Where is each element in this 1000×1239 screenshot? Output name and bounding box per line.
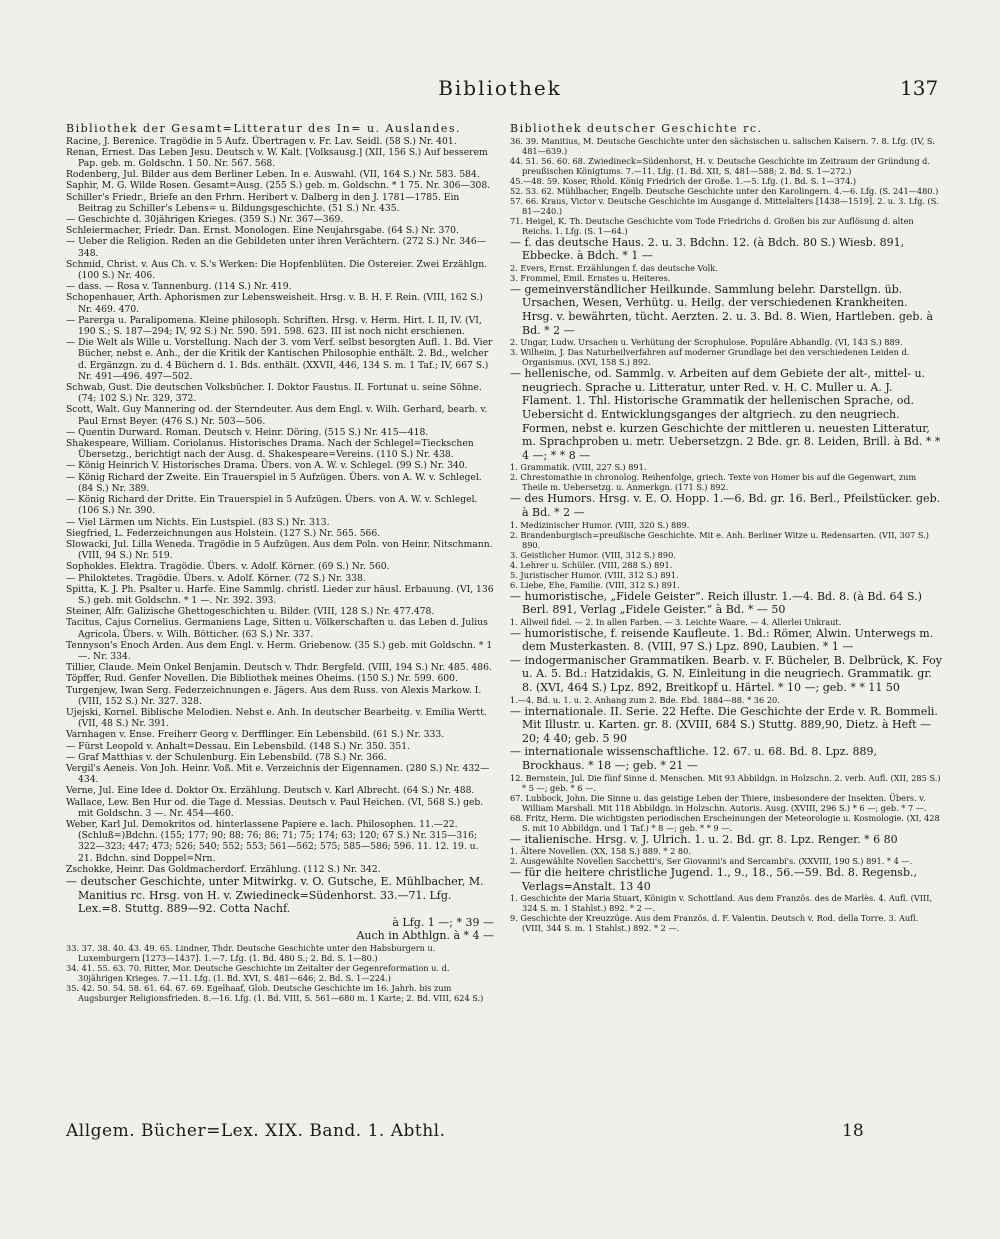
entry: — Geschichte d. 30jährigen Krieges. (359 S.) Nr. 367—369. xyxy=(66,214,344,226)
entry: 1.—4. Bd. u. 1. u. 2. Anhang zum 2. Bde. Ebd. 1884—88. * 36 20. xyxy=(510,694,780,705)
entry: 5. Juristischer Humor. (VIII, 312 S.) 891. xyxy=(510,569,679,580)
entry: 2. Ausgewählte Novellen Sacchetti's, Ser Giovanni's and Sercambi's. (XXVIII, 190 S.) 891. * 4 —. xyxy=(510,856,913,867)
entry: 2. Evers, Ernst. Erzählungen f. das deutsche Volk. xyxy=(510,262,718,273)
entry: 1. Ältere Novellen. (XX, 158 S.) 889. * 2 80. xyxy=(510,846,691,857)
entry: — deutscher Geschichte, unter Mitwirkg. v. O. Gutsche, E. Mühlbacher, M. Manitius rc. Hrsg. von H. v. Zwiedineck=Südenhorst. 33.—71. Lfg. Lex.=8. Stuttg. 889—92. Cotta Nachf. xyxy=(66,875,484,916)
entry: 1. Geschichte der Maria Stuart, Königin v. Schottland. Aus dem Französ. des de Marlès. 4. Aufl. (VIII, 324 S. m. 1 Stahlst.) 892. * 2 —. xyxy=(510,893,933,914)
entry: — für die heitere christliche Jugend. 1., 9., 18., 56.—59. Bd. 8. Regensb., Verlags=Anstalt. 13 40 xyxy=(510,866,917,893)
entry: Saphir, M. G. Wilde Rosen. Gesamt=Ausg. (255 S.) geb. m. Goldschn. * 1 75. Nr. 306—308. xyxy=(66,180,491,192)
entry: Tillier, Claude. Mein Onkel Benjamin. Deutsch v. Thdr. Bergfeld. (VIII, 194 S.) Nr. 485. 486. xyxy=(66,662,492,674)
entry: Wallace, Lew. Ben Hur od. die Tage d. Messias. Deutsch v. Paul Heichen. (VI, 568 S.) geb. mit Goldschn. 3 —. Nr. 454—460. xyxy=(66,796,484,819)
footer-sheet-number: 18 xyxy=(842,1121,864,1141)
entry: — Ueber die Religion. Reden an die Gebildeten unter ihren Verächtern. (272 S.) Nr. 346—348. xyxy=(66,236,486,259)
entry: Schleiermacher, Friedr. Dan. Ernst. Monologen. Eine Neujahrsgabe. (64 S.) Nr. 370. xyxy=(66,225,459,237)
entry: 44. 51. 56. 60. 68. Zwiedineck=Südenhorst, H. v. Deutsche Geschichte im Zeitraum der Gründung d. preußischen Königtums. 7.—11. Lfg. (1. Bd. XII, S. 481—588; 2. Bd. S. 1—272.) xyxy=(510,155,931,176)
entry: — Viel Lärmen um Nichts. Ein Lustspiel. (83 S.) Nr. 313. xyxy=(66,516,330,528)
entry: Schopenhauer, Arth. Aphorismen zur Lebensweisheit. Hrsg. v. B. H. F. Rein. (VIII, 162 S.) Nr. 469. 470. xyxy=(66,292,483,315)
entry: Weber, Karl Jul. Demokritos od. hinterlassene Papiere e. lach. Philosophen. 11.—22. (Schluß=)Bdchn. (155; 177; 90; 88; 76; 86; 71; 75; 174; 63; 120; 67 S.) Nr. 315—316; 322—323; 447; 473; 526; 540; 552; 553; 561—562; 575; 585—586; 596. 11. 12. 19. u. 21. Bdchn. sind Doppel=Nrn. xyxy=(66,818,479,864)
running-title: Bibliothek xyxy=(438,76,562,100)
entry: 35. 42. 50. 54. 58. 61. 64. 67. 69. Egelhaaf, Glob. Deutsche Geschichte im 16. Jahrh. bis zum Augsburger Religionsfrieden. 8.—16. Lfg. (1. Bd. VIII, S. 561—680 m. 1 Karte; 2. Bd. VIII, 624 S.) xyxy=(66,982,484,1003)
entry: 4. Lehrer u. Schüler. (VIII, 288 S.) 891. xyxy=(510,559,673,570)
entry: — Fürst Leopold v. Anhalt=Dessau. Ein Lebensbild. (148 S.) Nr. 350. 351. xyxy=(66,740,411,752)
entry: — Philoktetes. Tragödie. Übers. v. Adolf. Körner. (72 S.) Nr. 338. xyxy=(66,572,366,584)
entry: Shakespeare, William. Coriolanus. Historisches Drama. Nach der Schlegel=Tieckschen Übersetzg., berichtigt nach der Ausg. d. Shakespeare=Vereins. (110 S.) Nr. 438. xyxy=(66,438,474,461)
entry: — internationale wissenschaftliche. 12. 67. u. 68. Bd. 8. Lpz. 889, Brockhaus. * 18 —; geb. * 21 — xyxy=(510,745,877,773)
entry: — Parerga u. Paralipomena. Kleine philosoph. Schriften. Hrsg. v. Herm. Hirt. I. II, IV. (VI, 190 S.; S. 187—294; IV, 92 S.) Nr. 590. 591. 598. 623. III ist noch nicht erschienen. xyxy=(66,314,482,338)
entry: — dass. — Rosa v. Tannenburg. (114 S.) Nr. 419. xyxy=(66,281,292,293)
entry: — hellenische, od. Sammlg. v. Arbeiten auf dem Gebiete der alt-, mittel- u. neugriech. Sprache u. Litteratur, unter Red. v. H. C. Muller u. A. J. Flament. 1. Thl. Historische Grammatik der hellenischen Sprache, od. Uebersicht d. Entwicklungsganges der altgriech. zu den neugriech. Formen, nebst e. kurzen Geschichte der mittleren u. neuesten Litteratur, m. Sprachproben u. metr. Uebersetzgn. 2 Bde. gr. 8. Leiden, Brill. à Bd. * * 4 —; * * 8 — xyxy=(510,367,941,462)
entry: Slowacki, Jul. Lilla Weneda. Tragödie in 5 Aufzügen. Aus dem Poln. von Heinr. Nitschmann. (VIII, 94 S.) Nr. 519. xyxy=(66,538,493,562)
entry: 33. 37. 38. 40. 43. 49. 65. Lindner, Thdr. Deutsche Geschichte unter den Habsburgern u. Luxemburgern [1273—1437]. 1.—7. Lfg. (1. Bd. 480 S.; 2. Bd. S. 1—80.) xyxy=(66,942,436,963)
entry: Racine, J. Berenice. Tragödie in 5 Aufz. Übertragen v. Fr. Lav. Seidl. (58 S.) Nr. 401. xyxy=(66,135,457,147)
entry: 3. Frommel, Emil. Ernstes u. Heiteres. xyxy=(510,272,671,283)
entry: 12. Bernstein, Jul. Die fünf Sinne d. Menschen. Mit 93 Abbildgn. in Holzschn. 2. verb. Aufl. (XII, 285 S.) * 5 —; geb. * 6 —. xyxy=(510,772,941,793)
entry: Bibliothek der Gesamt=Litteratur des In= u. Auslandes. xyxy=(66,122,462,135)
entry: Turgenjew, Iwan Serg. Federzeichnungen e. Jägers. Aus dem Russ. von Alexis Markow. I. (VIII, 152 S.) Nr. 327. 328. xyxy=(66,684,482,707)
entry: — König Richard der Dritte. Ein Trauerspiel in 5 Aufzügen. Übers. von A. W. v. Schlegel. (106 S.) Nr. 390. xyxy=(66,494,478,517)
entry: Renan, Ernest. Das Leben Jesu. Deutsch v. W. Kalt. [Volksausg.] (XII, 156 S.) Auf besserem Pap. geb. m. Goldschn. 1 50. Nr. 567. 568. xyxy=(66,146,488,169)
entry: — König Richard der Zweite. Ein Trauerspiel in 5 Aufzügen. Übers. von A. W. v. Schlegel. (84 S.) Nr. 389. xyxy=(66,471,482,494)
entry: 67. Lubbock, John. Die Sinne u. das geistige Leben der Thiere, insbesondere der Insekten. Übers. v. William Marshall. Mit 118 Abbildgn. in Holzschn. Autoris. Ausg. (XVIII, 296 S.) * 6 —; geb. * 7 —. xyxy=(510,792,927,813)
entry: 34. 41. 55. 63. 70. Ritter, Mor. Deutsche Geschichte im Zeitalter der Gegenreformation u. d. 30jährigen Krieges. 7.—11. Lfg. (1. Bd. XVI, S. 481—646; 2. Bd. S. 1—224.) xyxy=(66,962,450,983)
entry: — König Heinrich V. Historisches Drama. Übers. von A. W. v. Schlegel. (99 S.) Nr. 340. xyxy=(66,460,468,472)
entry: 36. 39. Manitius, M. Deutsche Geschichte unter den sächsischen u. salischen Kaisern. 7. 8. Lfg. (IV, S. 481—639.) xyxy=(510,135,935,156)
entry: — italienische. Hrsg. v. J. Ulrich. 1. u. 2. Bd. gr. 8. Lpz. Renger. * 6 80 xyxy=(510,832,898,846)
entry: Verne, Jul. Eine Idee d. Doktor Ox. Erzählung. Deutsch v. Karl Albrecht. (64 S.) Nr. 488. xyxy=(66,785,475,797)
entry: 1. Grammatik. (VIII, 227 S.) 891. xyxy=(510,462,647,473)
entry: Varnhagen v. Ense. Freiherr Georg v. Derfflinger. Ein Lebensbild. (61 S.) Nr. 333. xyxy=(66,729,445,741)
entry: 6. Liebe, Ehe, Familie. (VIII, 312 S.) 891. xyxy=(510,579,680,590)
entry: — Quentin Durward. Roman. Deutsch v. Heinr. Döring. (515 S.) Nr. 415—418. xyxy=(66,426,429,438)
entry: 71. Heigel, K. Th. Deutsche Geschichte vom Tode Friedrichs d. Großen bis zur Auflösung d. alten Reichs. 1. Lfg. (S. 1—64.) xyxy=(510,215,914,236)
footer-signature: Allgem. Bücher=Lex. XIX. Band. 1. Abthl. xyxy=(66,1121,446,1141)
entry: Zschokke, Heinr. Das Goldmacherdorf. Erzählung. (112 S.) Nr. 342. xyxy=(66,863,381,875)
entry: Bibliothek deutscher Geschichte rc. xyxy=(510,122,763,135)
entry: Siegfried, L. Federzeichnungen aus Holstein. (127 S.) Nr. 565. 566. xyxy=(66,527,381,539)
entry: Auch in Abthlgn. à * 4 — xyxy=(356,929,494,943)
entry: — humoristische, f. reisende Kaufleute. 1. Bd.: Römer, Alwin. Unterwegs m. dem Musterkasten. 8. (VIII, 97 S.) Lpz. 890, Laubien. * 1 — xyxy=(510,626,934,654)
entry: Töpffer, Rud. Genfer Novellen. Die Bibliothek meines Oheims. (150 S.) Nr. 599. 600. xyxy=(66,673,458,685)
entry: — indogermanischer Grammatiken. Bearb. v. F. Bücheler, B. Delbrück, K. Foy u. A. 5. Bd.: Hatzidakis, G. N. Einleitung in die neugriech. Grammatik. gr. 8. (XVI, 464 S.) Lpz. 892, Breitkopf u. Härtel. * 10 —; geb. * * 11 50 xyxy=(510,653,942,695)
entry: à Lfg. 1 —; * 39 — xyxy=(392,915,494,929)
entry: Tennyson's Enoch Arden. Aus dem Engl. v. Herm. Griebenow. (35 S.) geb. mit Goldschn. * 1 —. Nr. 334. xyxy=(66,639,493,662)
entry: 9. Geschichte der Kreuzzüge. Aus dem Französ. d. F. Valentin. Deutsch v. Rod. della Torre. 3. Aufl. (VIII, 344 S. m. 1 Stahlst.) 892. * 2 —. xyxy=(510,913,919,934)
entry: Sophokles. Elektra. Tragödie. Übers. v. Adolf. Körner. (69 S.) Nr. 560. xyxy=(66,561,390,573)
entry: Rodenberg, Jul. Bilder aus dem Berliner Leben. In e. Auswahl. (VII, 164 S.) Nr. 583. 584. xyxy=(66,169,480,181)
entry: Tacitus, Cajus Cornelius. Germaniens Lage, Sitten u. Völkerschaften u. das Leben d. Julius Agricola. Übers. v. Wilh. Bötticher. (63 S.) Nr. 337. xyxy=(66,617,488,640)
entry: 45.—48. 59. Koser, Rhold. König Friedrich der Große. 1.—5. Lfg. (1. Bd. S. 1—374.) xyxy=(510,175,857,186)
entry: 68. Fritz, Herm. Die wichtigsten periodischen Erscheinungen der Meteorologie u. Kosmologie. (XI, 428 S. mit 10 Abbildgn. und 1 Taf.) * 8 —; geb. * * 9 —. xyxy=(510,812,940,833)
right-column xyxy=(510,122,942,933)
entry: Schwab, Gust. Die deutschen Volksbücher. I. Doktor Faustus. II. Fortunat u. seine Söhne. (74; 102 S.) Nr. 329, 372. xyxy=(66,382,482,405)
entry: Ujejski, Kornel. Biblische Melodien. Nebst e. Anh. In deutscher Bearbeitg. v. Emilia Wertt. (VII, 48 S.) Nr. 391. xyxy=(66,706,487,730)
entry: 2. Brandenburgisch=preußische Geschichte. Mit e. Anh. Berliner Witze u. Redensarten. (VII, 307 S.) 890. xyxy=(510,529,929,550)
entry: Schiller's Friedr., Briefe an den Frhrn. Heribert v. Dalberg in den J. 1781—1785. Ein Beitrag zu Schiller's Lebens= u. Bildungsgeschichte. (51 S.) Nr. 435. xyxy=(66,191,460,214)
entry: — gemeinverständlicher Heilkunde. Sammlung belehr. Darstellgn. üb. Ursachen, Wesen, Verhütg. u. Heilg. der verschiedenen Krankheiten. Hrsg. v. bewährten, tücht. Aerzten. 2. u. 3. Bd. 8. Wien, Hartleben. geb. à Bd. * 2 — xyxy=(510,282,934,337)
entry: — f. das deutsche Haus. 2. u. 3. Bdchn. 12. (à Bdch. 80 S.) Wiesb. 891, Ebbecke. à Bdch. * 1 — xyxy=(510,235,905,263)
entry: Schmid, Christ. v. Aus Ch. v. S.'s Werken: Die Hopfenblüten. Die Ostereier. Zwei Erzählgn. (100 S.) Nr. 406. xyxy=(66,258,488,282)
entry: — des Humors. Hrsg. v. E. O. Hopp. 1.—6. Bd. gr. 16. Berl., Pfeilstücker. geb. à Bd. * 2 — xyxy=(510,492,941,519)
page-number: 137 xyxy=(900,76,939,100)
entry: Spitta, K. J. Ph. Psalter u. Harfe. Eine Sammlg. christl. Lieder zur häusl. Erbauung. (VI, 136 S.) geb. mit Goldschn. * 1 —. Nr. 392. 393. xyxy=(66,583,494,606)
entry: 1. Medizinischer Humor. (VIII, 320 S.) 889. xyxy=(510,519,690,530)
entry: Steiner, Alfr. Galizische Ghettogeschichten u. Bilder. (VIII, 128 S.) Nr. 477.478. xyxy=(66,606,435,618)
entry: — Graf Matthias v. der Schulenburg. Ein Lebensbild. (78 S.) Nr. 366. xyxy=(66,751,387,763)
entry: 57. 66. Kraus, Victor v. Deutsche Geschichte im Ausgange d. Mittelalters [1438—1519]. 2. u. 3. Lfg. (S. 81—240.) xyxy=(510,195,939,216)
left-column xyxy=(66,122,494,1003)
entry: 3. Geistlicher Humor. (VIII, 312 S.) 890. xyxy=(510,549,676,560)
entry: Vergil's Aeneis. Von Joh. Heinr. Voß. Mit e. Verzeichnis der Eigennamen. (280 S.) Nr. 432—434. xyxy=(66,762,490,786)
entry: Scott, Walt. Guy Mannering od. der Sterndeuter. Aus dem Engl. v. Wilh. Gerhard, bearb. v. Paul Ernst Beyer. (476 S.) Nr. 503—506. xyxy=(66,404,488,427)
entry: — humoristische, „Fidele Geister“. Reich illustr. 1.—4. Bd. 8. (à Bd. 64 S.) Berl. 891, Verlag „Fidele Geister.“ à Bd. * — 50 xyxy=(510,589,922,617)
entry: 3. Wilheim, J. Das Naturheilverfahren auf moderner Grundlage bei den verschiedenen Leiden d. Organismus. (XVI, 158 S.) 892. xyxy=(510,347,910,368)
entry: 2. Ungar, Ludw. Ursachen u. Verhütung der Scrophulose. Populäre Abhandlg. (VI, 143 S.) 889. xyxy=(510,337,903,348)
entry: — internationale. II. Serie. 22 Hefte. Die Geschichte der Erde v. R. Bommeli. Mit Illustr. u. Karten. gr. 8. (XVIII, 684 S.) Stuttg. 889,90, Dietz. à Heft — 20; 4 40; geb. 5 90 xyxy=(510,704,938,745)
entry: 52. 53. 62. Mühlbacher, Engelb. Deutsche Geschichte unter den Karolingern. 4.—6. Lfg. (S. 241—480.) xyxy=(510,185,939,196)
entry: — Die Welt als Wille u. Vorstellung. Nach der 3. vom Verf. selbst besorgten Aufl. 1. Bd. Vier Bücher, nebst e. Anh., der die Kritik der Kantischen Philosophie enthält. 2. Bd., welcher d. Ergänzgn. zu d. 4 Büchern d. 1. Bds. enthält. (XXVII, 446, 134 S. m. 1 Taf.; IV, 667 S.) Nr. 491—496. 497—502. xyxy=(66,337,493,382)
entry: 1. Allweil fidel. — 2. In allen Farben. — 3. Leichte Waare. — 4. Allerlei Unkraut. xyxy=(510,616,842,627)
entry: 2. Chrestomathie in chronolog. Reihenfolge, griech. Texte von Homer bis auf die Gegenwart, zum Theile m. Uebersetzg. u. Anmerkgn. (171 S.) 892. xyxy=(510,472,917,493)
